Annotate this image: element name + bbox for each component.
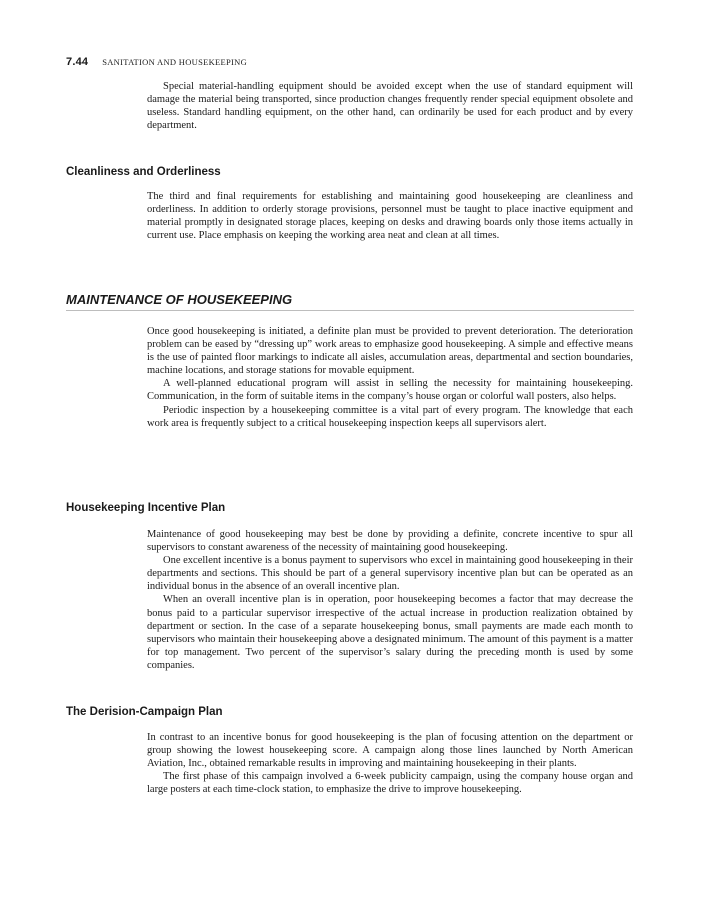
section-heading-cleanliness: Cleanliness and Orderliness: [66, 166, 221, 178]
paragraph: The first phase of this campaign involved a 6-week publicity campaign, using the company house organ and large posters at each time-clock station, to emphasize the drive to improve housekeeping.: [147, 771, 633, 796]
derision-section: [147, 731, 633, 796]
paragraph: Special material-handling equipment should be avoided except when the use of standard equipment will damage the material being transported, since production changes frequently render special equipment obsolete and useless. Standard handling equipment, on the other hand, can ordinarily be used for each product and by every department.: [147, 81, 633, 132]
chapter-heading-maintenance: MAINTENANCE OF HOUSEKEEPING: [66, 292, 634, 311]
paragraph: One excellent incentive is a bonus payment to supervisors who excel in maintaining good housekeeping in their departments and sections. This should be part of a general supervisory incentive plan but can be operated as an individual bonus in the absence of an overall incentive plan.: [147, 555, 633, 593]
maintenance-section: [147, 325, 633, 430]
cleanliness-section: [147, 190, 633, 242]
running-head: SANITATION AND HOUSEKEEPING: [102, 57, 248, 67]
section-heading-derision: The Derision-Campaign Plan: [66, 706, 223, 718]
incentive-section: [147, 528, 633, 672]
intro-section: [147, 80, 633, 132]
paragraph: The third and final requirements for establishing and maintaining good housekeeping are cleanliness and orderliness. In addition to orderly storage provisions, personnel must be taught to place inactive equipment and material promptly in designated storage places, keeping on desks and drawing boards only those items actually in current use. Place emphasis on keeping the working area neat and clean at all times.: [147, 191, 633, 242]
paragraph: In contrast to an incentive bonus for good housekeeping is the plan of focusing attention on the department or group showing the lowest housekeeping score. A campaign along those lines launched by North American Aviation, Inc., obtained remarkable results in improving and maintaining housekeeping in their plants.: [147, 732, 633, 770]
paragraph: A well-planned educational program will assist in selling the necessity for maintaining housekeeping. Communication, in the form of suitable items in the company’s house organ or colorful wall posters, also helps.: [147, 378, 633, 403]
paragraph: Once good housekeeping is initiated, a definite plan must be provided to prevent deterioration. The deterioration problem can be eased by “dressing up” work areas to emphasize good housekeeping. A simple and effective means is the use of painted floor markings to indicate all aisles, accumulation areas, departmental and section boundaries, machine locations, and storage stations for movable equipment.: [147, 326, 633, 377]
section-heading-incentive: Housekeeping Incentive Plan: [66, 502, 226, 514]
paragraph: When an overall incentive plan is in operation, poor housekeeping becomes a factor that may decrease the bonus paid to a particular supervisor irrespective of the actual increase in production realization obtained by department or section. In the case of a separate housekeeping bonus, small payments are made each month to supervisors who maintain their housekeeping above a designated minimum. The amount of this payment is a matter for top management. Two percent of the supervisor’s salary during the preceding month is used by some companies.: [147, 594, 633, 671]
paragraph: Maintenance of good housekeeping may best be done by providing a definite, concrete incentive to spur all supervisors to constant awareness of the necessity of maintaining good housekeeping.: [147, 529, 633, 554]
paragraph: Periodic inspection by a housekeeping committee is a vital part of every program. The knowledge that each work area is frequently subject to a critical housekeeping inspection keeps all supervisors alert.: [147, 404, 633, 429]
page-header: [66, 52, 247, 70]
page-number: 7.44: [66, 56, 89, 68]
